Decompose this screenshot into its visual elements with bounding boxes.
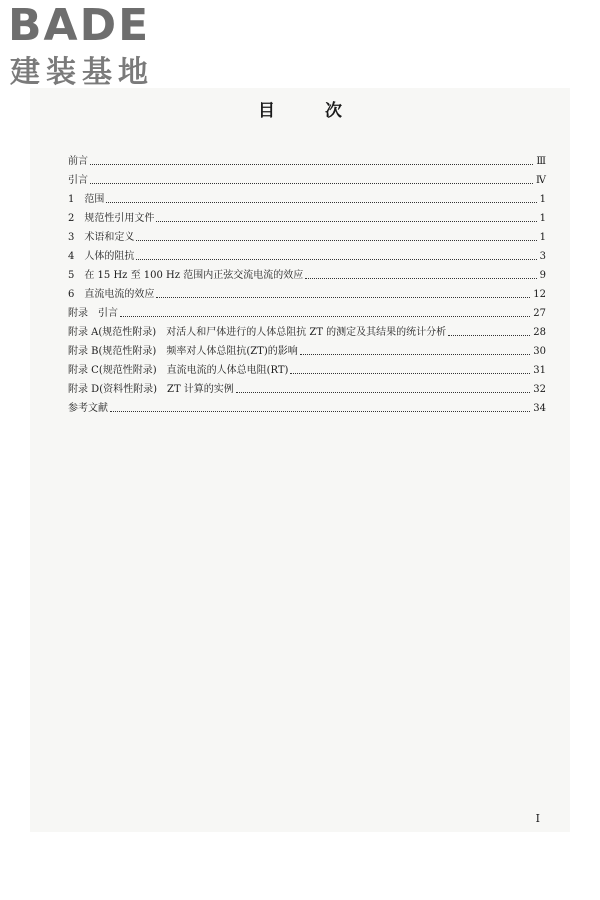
toc-entry[interactable]: [68, 224, 546, 243]
toc-entry-label: 附录 B(规范性附录) 频率对人体总阻抗(ZT)的影响: [68, 346, 298, 357]
toc-entry[interactable]: [68, 186, 546, 205]
toc-entry-label: 4 人体的阻抗: [68, 251, 135, 262]
toc-dot-leader: [120, 316, 530, 317]
toc-entry-page: 32: [533, 384, 546, 395]
table-of-contents: [68, 148, 546, 414]
toc-entry-label: 5 在 15 Hz 至 100 Hz 范围内正弦交流电流的效应: [68, 270, 304, 281]
toc-entry-label: 附录 C(规范性附录) 直流电流的人体总电阻(RT): [68, 365, 289, 376]
toc-entry[interactable]: [68, 395, 546, 414]
toc-entry-page: 28: [533, 327, 546, 338]
toc-entry-page: 9: [539, 270, 546, 281]
toc-entry-label: 参考文献: [68, 403, 108, 414]
toc-entry-label: 3 术语和定义: [68, 232, 135, 243]
toc-entry[interactable]: [68, 338, 546, 357]
toc-entry-label: 附录 A(规范性附录) 对活人和尸体进行的人体总阻抗 ZT 的测定及其结果的统计分析: [68, 327, 447, 338]
page-number: I: [535, 812, 540, 825]
toc-dot-leader: [156, 221, 536, 222]
toc-entry[interactable]: [68, 148, 546, 167]
toc-entry[interactable]: [68, 262, 546, 281]
toc-entry-label: 附录 引言: [68, 308, 118, 319]
toc-entry-page: 12: [533, 289, 546, 300]
toc-dot-leader: [136, 240, 536, 241]
toc-dot-leader: [290, 373, 530, 374]
toc-entry[interactable]: [68, 319, 546, 338]
toc-entry[interactable]: [68, 376, 546, 395]
toc-entry-label: 附录 D(资料性附录) ZT 计算的实例: [68, 384, 234, 395]
logo-subtitle: 建装基地: [10, 55, 154, 90]
toc-dot-leader: [136, 259, 536, 260]
toc-entry[interactable]: [68, 300, 546, 319]
toc-entry[interactable]: [68, 357, 546, 376]
toc-dot-leader: [305, 278, 536, 279]
toc-entry-page: Ⅲ: [536, 156, 546, 167]
toc-entry-label: 1 范围: [68, 194, 105, 205]
toc-entry-page: 31: [533, 365, 546, 376]
toc-dot-leader: [110, 411, 530, 412]
toc-entry-page: 30: [533, 346, 546, 357]
toc-entry-label: 6 直流电流的效应: [68, 289, 155, 300]
toc-entry[interactable]: [68, 167, 546, 186]
toc-dot-leader: [236, 392, 530, 393]
toc-dot-leader: [156, 297, 530, 298]
toc-dot-leader: [300, 354, 531, 355]
toc-entry-page: Ⅳ: [536, 175, 546, 186]
toc-entry-label: 引言: [68, 175, 88, 186]
bade-logo: [8, 0, 178, 96]
toc-entry-page: 1: [539, 232, 546, 243]
logo-wordmark: BADE: [8, 0, 151, 51]
toc-dot-leader: [90, 183, 533, 184]
toc-entry-page: 1: [539, 194, 546, 205]
toc-entry[interactable]: [68, 205, 546, 224]
toc-entry-label: 前言: [68, 156, 88, 167]
toc-dot-leader: [90, 164, 533, 165]
toc-entry-page: 3: [539, 251, 546, 262]
page-title: 目 次: [258, 101, 364, 121]
toc-dot-leader: [448, 335, 530, 336]
toc-entry[interactable]: [68, 243, 546, 262]
toc-entry-page: 27: [533, 308, 546, 319]
toc-entry-page: 34: [533, 403, 546, 414]
toc-entry-label: 2 规范性引用文件: [68, 213, 155, 224]
toc-dot-leader: [106, 202, 536, 203]
toc-entry-page: 1: [539, 213, 546, 224]
toc-entry[interactable]: [68, 281, 546, 300]
